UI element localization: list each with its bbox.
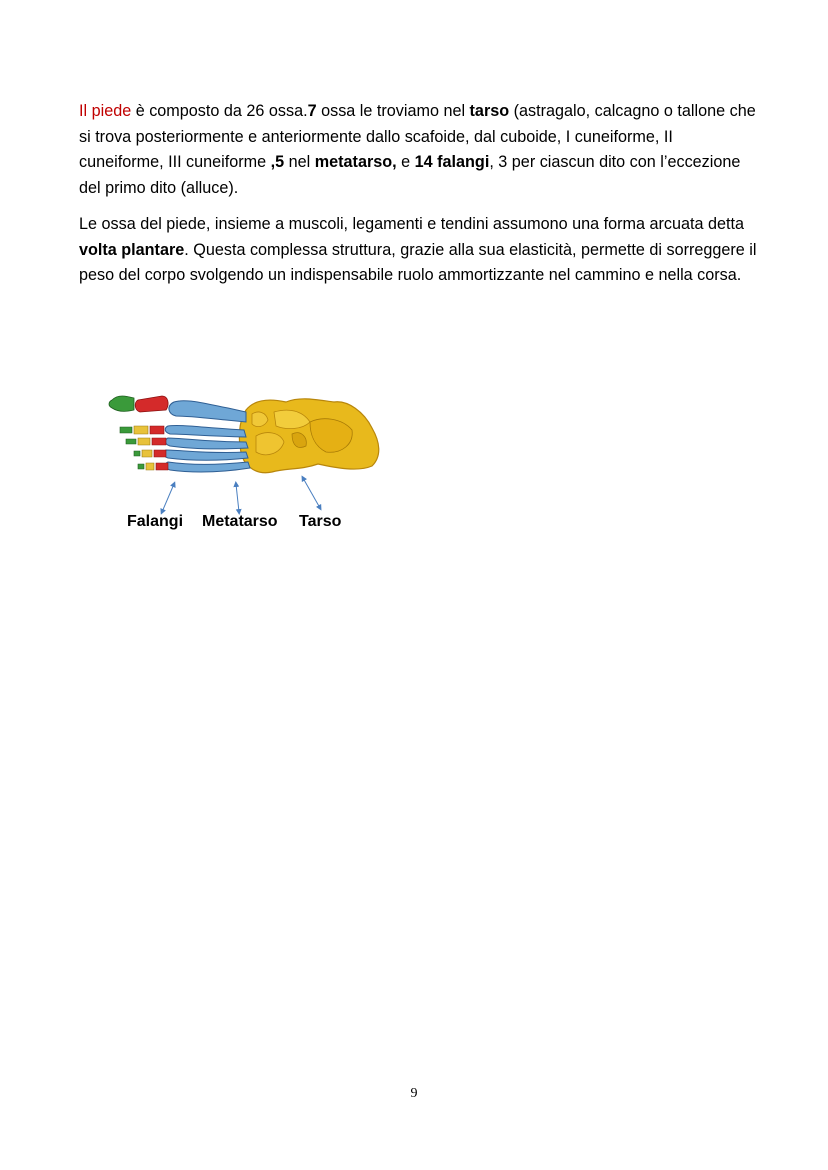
bold-term-metatarso: metatarso, (314, 153, 397, 171)
text-span: è composto da 26 ossa. (131, 102, 308, 120)
text-span: , 3 per ciascun dito con l’eccezione del primo dito (alluce). (79, 153, 741, 197)
text-span: . Questa complessa struttura, grazie alla sua elasticità, permette di sorreggere il peso del corpo svolgendo un indispensabile ruolo ammortizzante nel cammino e nella corsa. (79, 240, 757, 284)
text-span: e (396, 153, 415, 171)
tarsal-bones (239, 399, 378, 473)
bold-term-tarso: tarso (469, 102, 510, 120)
text-span: ossa le troviamo nel (316, 102, 470, 120)
bold-term-falangi: 14 falangi (414, 153, 490, 171)
label-metatarso: Metatarso (202, 513, 278, 530)
text-span: Le ossa del piede, insieme a muscoli, legamenti e tendini assumono una forma arcuata detta (79, 215, 744, 233)
bold-term-volta-plantare: volta plantare (79, 240, 185, 259)
paragraph-foot-bones (79, 99, 759, 201)
bold-number-7: 7 (307, 102, 317, 120)
label-tarso: Tarso (299, 513, 342, 530)
metatarso-arrow (236, 484, 239, 512)
label-falangi: Falangi (127, 513, 184, 530)
bold-number-5: ,5 (270, 153, 285, 171)
page-number: 9 (410, 1086, 418, 1101)
falangi-arrow (162, 484, 174, 512)
tarso-arrow (303, 478, 320, 508)
paragraph-plantar-arch (79, 212, 759, 289)
highlighted-term-il-piede: Il piede (79, 102, 132, 120)
text-span: (astragalo, calcagno o tallone che si trova posteriormente e anteriormente dallo scafoide, dal cuboide, I cuneiforme, II cuneiforme, III cuneiforme (79, 102, 756, 171)
text-span: nel (284, 153, 315, 171)
